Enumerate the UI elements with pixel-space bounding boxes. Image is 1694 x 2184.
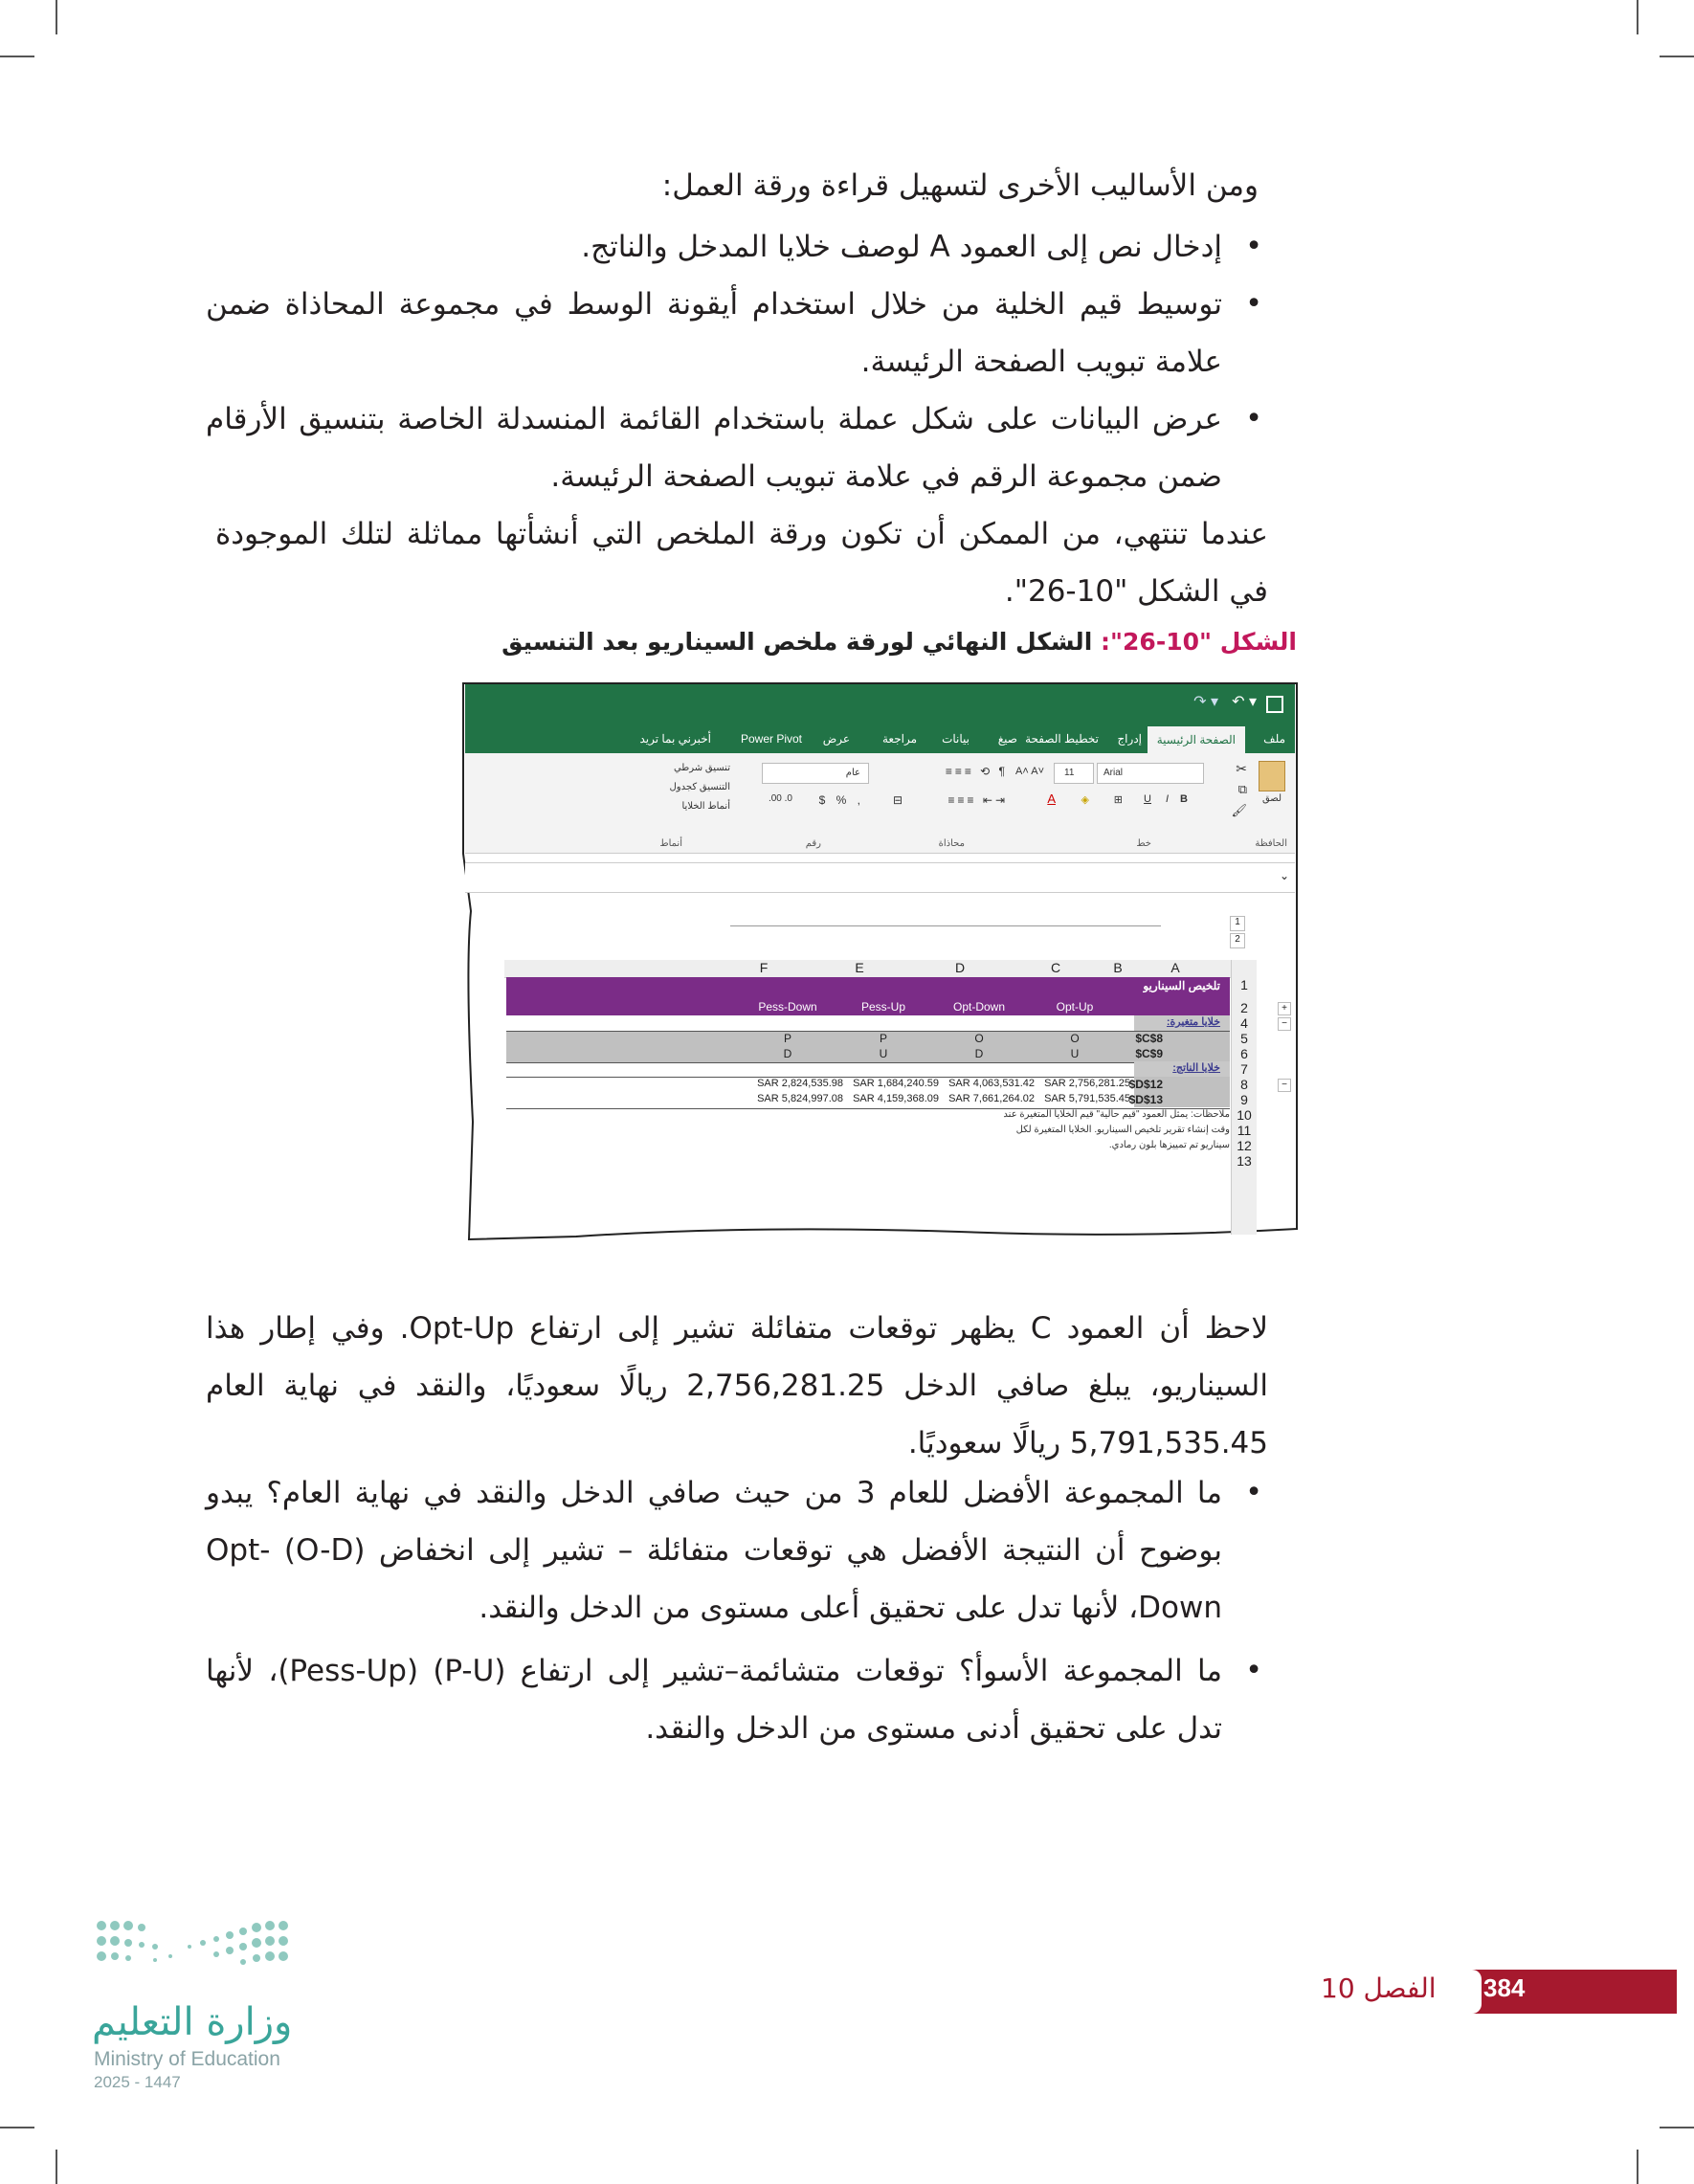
notes-line: وقت إنشاء تقرير تلخيص السيناريو. الخلايا المتغيرة لكل xyxy=(1015,1125,1230,1135)
crop-mark xyxy=(1637,0,1638,34)
changing-cells-label: خلايا متغيرة: xyxy=(1166,1016,1220,1028)
tab-formulas[interactable]: صيغ xyxy=(997,732,1017,746)
row-number[interactable]: 5 xyxy=(1240,1031,1248,1046)
table-cell: SAR 4,159,368.09 xyxy=(853,1093,939,1104)
conditional-formatting-button[interactable]: تنسيق شرطي xyxy=(673,763,730,773)
border-icon[interactable]: ⊞ xyxy=(1113,794,1123,806)
row-number[interactable]: 11 xyxy=(1237,1123,1252,1138)
tab-power-pivot[interactable]: Power Pivot xyxy=(740,732,802,746)
collapse-icon[interactable]: − xyxy=(1278,1079,1291,1092)
currency-percent-icons[interactable]: $ % , xyxy=(818,793,864,807)
group-clipboard: الحافظة xyxy=(1255,838,1287,849)
summary-title: تلخيص السيناريو xyxy=(1143,979,1220,992)
ministry-name-arabic: وزارة التعليم xyxy=(92,2000,293,2044)
group-alignment: محاذاة xyxy=(938,838,965,849)
crop-mark xyxy=(1660,56,1694,57)
scenario-name: Opt-Up xyxy=(1056,1000,1094,1014)
group-number: رقم xyxy=(805,838,821,849)
excel-screenshot-figure xyxy=(461,681,1299,1241)
grow-font-icon[interactable]: A˄ A˅ xyxy=(1015,766,1044,777)
crop-mark xyxy=(1637,2150,1638,2184)
crop-mark xyxy=(56,0,57,34)
paste-button-label[interactable]: لصق xyxy=(1261,793,1282,804)
analysis-questions-list xyxy=(206,1464,1268,1757)
chapter-label: الفصل 10 xyxy=(1321,1972,1437,2004)
table-cell: SAR 5,824,997.08 xyxy=(757,1093,843,1104)
tab-view[interactable]: عرض xyxy=(822,732,850,746)
tab-page-layout[interactable]: تخطيط الصفحة xyxy=(1025,732,1099,746)
row-number[interactable]: 2 xyxy=(1240,1000,1248,1015)
cell-ref: $C$8 xyxy=(1135,1032,1163,1045)
bold-button[interactable]: B xyxy=(1180,793,1188,805)
notes-line: سيناريو تم تمييزها بلون رمادي. xyxy=(1108,1140,1230,1150)
column-header[interactable]: B xyxy=(1113,960,1123,975)
list-item: • ما المجموعة الأفضل للعام 3 من حيث صافي الدخل والنقد في نهاية العام؟ يبدو بوضوح أن النتيجة الأفضل هي توقعات متفائلة – تشير إلى انخفاض (O-D) Opt-Down، لأنها تدل على تحقيق أعلى مستوى من الدخل والنقد. xyxy=(206,1464,1268,1637)
crop-mark xyxy=(0,56,34,57)
row-number[interactable]: 7 xyxy=(1240,1061,1248,1077)
figure-caption-text: الشكل النهائي لورقة ملخص السيناريو بعد التنسيق xyxy=(502,628,1093,656)
underline-button[interactable]: U xyxy=(1144,793,1151,805)
table-cell: U xyxy=(1070,1047,1080,1060)
table-cell: O xyxy=(1070,1032,1080,1045)
column-header[interactable]: E xyxy=(855,960,864,975)
row-number[interactable]: 12 xyxy=(1237,1138,1252,1153)
tab-insert[interactable]: إدراج xyxy=(1117,732,1142,746)
formatting-tips-list xyxy=(206,218,1268,505)
tab-home[interactable]: الصفحة الرئيسية xyxy=(1148,726,1245,753)
page-number-badge-cutout xyxy=(1472,1970,1482,2014)
list-item: • توسيط قيم الخلية من خلال استخدام أيقونة الوسط في مجموعة المحاذاة ضمن علامة تبويب الصفحة الرئيسة. xyxy=(206,276,1268,390)
tab-review[interactable]: مراجعة xyxy=(881,732,917,746)
notes-line: ملاحظات: يمثل العمود "قيم حالية" قيم الخلايا المتغيرة عند xyxy=(1003,1109,1230,1120)
list-item: • عرض البيانات على شكل عملة باستخدام القائمة المنسدلة الخاصة بتنسيق الأرقام ضمن مجموعة الرقم في علامة تبويب الصفحة الرئيسة. xyxy=(206,390,1268,505)
font-color-icon[interactable]: A xyxy=(1047,791,1056,806)
row-number[interactable]: 4 xyxy=(1240,1015,1248,1031)
table-cell: SAR 4,063,531.42 xyxy=(948,1078,1035,1089)
scenario-name: Pess-Down xyxy=(758,1000,817,1014)
page-number: 384 xyxy=(1483,1973,1526,2002)
number-format-select[interactable]: عام xyxy=(762,763,869,784)
group-styles: أنماط xyxy=(659,838,682,849)
table-cell: P xyxy=(879,1032,887,1045)
expand-icon[interactable]: + xyxy=(1278,1002,1291,1015)
column-header[interactable]: C xyxy=(1050,960,1061,975)
ministry-logo-dots xyxy=(94,1918,295,1985)
tab-file[interactable]: ملف xyxy=(1263,732,1285,746)
table-cell: O xyxy=(974,1032,984,1045)
save-icon[interactable] xyxy=(1266,696,1283,713)
cell-styles-button[interactable]: أنماط الخلايا xyxy=(681,801,730,812)
undo-icon[interactable]: ↶ ▾ xyxy=(1232,694,1257,710)
row-number[interactable]: 10 xyxy=(1237,1107,1252,1123)
table-cell: P xyxy=(783,1032,791,1045)
ribbon-home xyxy=(465,753,1295,854)
scenario-name: Pess-Up xyxy=(860,1000,905,1014)
result-cells-label: خلايا الناتج: xyxy=(1172,1062,1220,1074)
ministry-name-english: Ministry of Education xyxy=(94,2048,280,2070)
figure-caption-label: الشكل "10-26": xyxy=(1101,628,1297,656)
column-header[interactable]: F xyxy=(759,960,769,975)
crop-mark xyxy=(1660,2127,1694,2128)
outline-bar xyxy=(730,925,1161,926)
format-as-table-button[interactable]: التنسيق كجدول xyxy=(669,782,730,792)
crop-mark xyxy=(56,2150,57,2184)
excel-title-bar xyxy=(465,684,1295,724)
collapse-icon[interactable]: − xyxy=(1278,1017,1291,1031)
column-header[interactable]: A xyxy=(1170,960,1180,975)
cell-ref: $D$13 xyxy=(1128,1093,1163,1106)
column-header[interactable]: D xyxy=(954,960,966,975)
crop-mark xyxy=(0,2127,34,2128)
align-icons[interactable]: ≡≡≡ ⟲ ¶ xyxy=(945,765,1008,778)
outline-level-2[interactable]: 2 xyxy=(1230,933,1245,948)
group-font: خط xyxy=(1136,838,1151,849)
paragraph-intro-figure: عندما تنتهي، من الممكن أن تكون ورقة الملخص التي أنشأتها مماثلة لتلك الموجودة في الشكل "10-26". xyxy=(215,517,1268,609)
formula-bar[interactable] xyxy=(465,862,1295,893)
table-cell: D xyxy=(974,1047,984,1060)
intro-text: ومن الأساليب الأخرى لتسهيل قراءة ورقة العمل: xyxy=(661,168,1259,203)
excel-window xyxy=(465,684,1295,1235)
academic-year: 2025 - 1447 xyxy=(94,2073,181,2091)
cell-ref: $C$9 xyxy=(1135,1047,1163,1060)
list-item: • ما المجموعة الأسوأ؟ توقعات متشائمة–تشير إلى ارتفاع (P-U) (Pess-Up)، لأنها تدل على تحقيق أدنى مستوى من الدخل والنقد. xyxy=(206,1642,1268,1757)
cell-ref: $D$12 xyxy=(1128,1078,1163,1091)
copy-icon[interactable]: ⧉ xyxy=(1237,782,1247,796)
table-cell: SAR 7,661,264.02 xyxy=(948,1093,1035,1104)
table-cell: SAR 1,684,240.59 xyxy=(853,1078,939,1089)
row-number[interactable]: 13 xyxy=(1237,1153,1252,1169)
align-center-icon[interactable]: ≡≡≡ ⇤⇥ xyxy=(947,793,1008,807)
scenario-name: Opt-Down xyxy=(952,1000,1006,1014)
merge-center-icon[interactable]: ⊟ xyxy=(892,793,903,807)
row-number[interactable]: 1 xyxy=(1240,977,1248,992)
paste-icon[interactable] xyxy=(1259,761,1285,791)
font-size-select[interactable]: 11 xyxy=(1054,763,1094,784)
paragraph-analysis: لاحظ أن العمود C يظهر توقعات متفائلة تشير إلى ارتفاع Opt-Up. وفي إطار هذا السيناريو، يبلغ صافي الدخل 2,756,281.25 ريالًا سعوديًا، والنقد في نهاية العام 5,791,535.45 ريالًا سعوديًا. xyxy=(206,1311,1268,1460)
cut-icon[interactable]: ✂ xyxy=(1236,761,1247,776)
decimal-icons[interactable]: .00 .0 xyxy=(768,793,792,804)
outline-level-1[interactable]: 1 xyxy=(1230,916,1245,931)
italic-button[interactable]: I xyxy=(1165,793,1169,805)
worksheet-grid xyxy=(465,904,1295,1235)
table-cell: SAR 2,824,535.98 xyxy=(757,1078,843,1089)
table-cell: SAR 5,791,535.45 xyxy=(1044,1093,1130,1104)
tab-data[interactable]: بيانات xyxy=(942,732,970,746)
list-item: • إدخال نص إلى العمود A لوصف خلايا المدخل والناتج. xyxy=(206,218,1268,276)
ribbon-tabs xyxy=(465,724,1295,753)
tell-me-search[interactable]: أخبرني بما تريد xyxy=(639,732,711,746)
table-cell: SAR 2,756,281.25 xyxy=(1044,1078,1130,1089)
table-cell: U xyxy=(879,1047,888,1060)
table-cell: D xyxy=(783,1047,792,1060)
font-name-select[interactable]: Arial xyxy=(1097,763,1204,784)
chevron-down-icon[interactable]: ⌄ xyxy=(1279,869,1289,882)
row-number[interactable]: 8 xyxy=(1240,1077,1248,1092)
redo-icon[interactable]: ↷ ▾ xyxy=(1193,694,1218,710)
row-number[interactable]: 6 xyxy=(1240,1046,1248,1061)
figure-caption xyxy=(340,628,1297,656)
fill-color-icon[interactable]: ◈ xyxy=(1081,794,1089,806)
row-number[interactable]: 9 xyxy=(1240,1092,1248,1107)
format-painter-icon[interactable]: 🖌 xyxy=(1231,803,1247,817)
